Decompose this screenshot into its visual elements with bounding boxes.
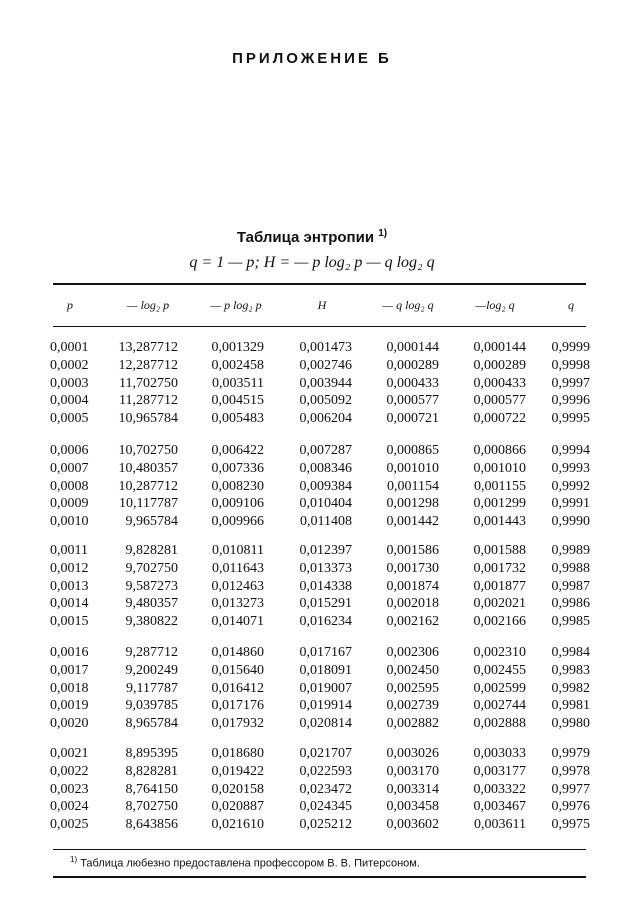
table-cell: 0,9989 [551,543,590,558]
table-cell: 0,025212 [299,817,352,833]
table-cell: 0,0020 [50,716,89,732]
table-cell: 0,000433 [473,375,526,391]
table-cell: 0,0022 [50,763,89,779]
table-cell: 0,016234 [299,614,352,630]
header-rule [53,326,586,327]
table-cell: 0,007336 [211,460,264,476]
table-cell: 0,002882 [386,716,439,732]
table-cell: 0,9977 [551,781,590,797]
table-cell: 9,702750 [125,560,178,576]
table-cell: 0,001010 [473,460,526,476]
table-cell: 8,643856 [125,817,178,833]
table-cell: 10,287712 [118,478,178,494]
table-cell: 0,014071 [211,614,264,630]
table-cell: 10,480357 [118,460,178,476]
table-cell: 0,003511 [212,375,264,391]
table-cell: 0,014338 [299,578,352,594]
table-cell: 9,117787 [126,680,178,696]
table-cell: 0,0019 [50,698,89,714]
footnote [70,855,420,870]
table-cell: 0,001299 [473,496,526,512]
table-cell: 9,039785 [125,698,178,714]
table-cell: 11,287712 [119,393,178,409]
table-cell: 0,0006 [50,443,89,458]
table-cell: 0,001874 [386,578,439,594]
footnote-mark: 1) [70,855,78,864]
table-cell: 0,0023 [50,781,89,797]
table-cell: 0,017167 [299,645,352,660]
table-cell: 8,965784 [125,716,178,732]
table-cell: 0,0014 [50,596,89,612]
table-cell: 0,008346 [299,460,352,476]
table-cell: 0,003322 [473,781,526,797]
table-cell: 0,001732 [473,560,526,576]
table-cell: 0,002166 [473,614,526,630]
table-cell: 0,001588 [473,543,526,558]
table-cell: 0,0016 [50,645,89,660]
table-cell: 0,020158 [211,781,264,797]
table-cell: 10,702750 [118,443,178,458]
table-cell: 0,0015 [50,614,89,630]
table-cell: 0,9991 [551,496,590,512]
table-cell: 0,012463 [211,578,264,594]
table-cell: 0,000144 [473,340,526,355]
table-cell: 0,011408 [300,514,352,530]
table-title-footnote-mark: 1) [378,228,388,239]
table-cell: 0,007287 [299,443,352,458]
table-cell: 0,017176 [211,698,264,714]
table-cell: 8,895395 [125,746,178,761]
table-cell: 0,0017 [50,662,89,678]
table-cell: 0,0003 [50,375,89,391]
table-cell: 12,287712 [118,357,178,373]
table-cell: 0,9992 [551,478,590,494]
table-cell: 0,9984 [551,645,590,660]
table-cell: 8,764150 [125,781,178,797]
table-cell: 0,9979 [551,746,590,761]
table-cell: 0,001155 [474,478,526,494]
table-cell: 0,0012 [50,560,89,576]
table-cell: 0,001730 [386,560,439,576]
table-cell: 0,002018 [386,596,439,612]
table-cell: 0,002595 [386,680,439,696]
table-cell: 0,001586 [386,543,439,558]
table-cell: 0,9986 [551,596,590,612]
table-cell: 0,003611 [474,817,526,833]
table-cell: 0,018091 [299,662,352,678]
table-cell: 0,001154 [387,478,439,494]
table-cell: 0,000721 [386,411,439,427]
table-cell: 0,002458 [211,357,264,373]
table-cell: 0,0005 [50,411,89,427]
table-cell: 0,021707 [299,746,352,761]
table-cell: 0,003033 [473,746,526,761]
top-rule [53,283,586,285]
table-cell: 0,0021 [50,746,89,761]
column-header: — q log₂ q [382,298,434,312]
column-header: p [67,298,73,312]
table-cell: 0,002746 [299,357,352,373]
table-cell: 9,200249 [125,662,178,678]
table-cell: 0,002739 [386,698,439,714]
table-cell: 0,003177 [473,763,526,779]
table-title-text: Таблица энтропии [236,229,375,246]
table-cell: 0,013273 [211,596,264,612]
table-title [0,228,624,246]
table-cell: 13,287712 [118,340,178,355]
table-cell: 0,9976 [551,799,590,815]
table-cell: 0,023472 [299,781,352,797]
table-cell: 0,9975 [551,817,590,833]
table-cell: 0,018680 [211,746,264,761]
table-cell: 0,0010 [50,514,89,530]
table-cell: 0,000866 [473,443,526,458]
table-cell: 9,380822 [125,614,178,630]
table-cell: 0,9999 [551,340,590,355]
table-cell: 0,002599 [473,680,526,696]
table-cell: 0,017932 [211,716,264,732]
table-cell: 0,000577 [473,393,526,409]
table-cell: 0,9993 [551,460,590,476]
appendix-heading: ПРИЛОЖЕНИЕ Б [232,50,392,67]
table-cell: 0,9980 [551,716,590,732]
table-cell: 0,009106 [211,496,264,512]
table-cell: 8,702750 [125,799,178,815]
entropy-formula: q = 1 — p; H = — p log₂ p — q log₂ q [189,254,435,271]
table-cell: 9,965784 [125,514,178,530]
table-cell: 0,009966 [211,514,264,530]
table-cell: 0,022593 [299,763,352,779]
table-cell: 0,013373 [299,560,352,576]
page-bottom-rule [53,876,586,878]
table-cell: 0,9988 [551,560,590,576]
table-cell: 0,002888 [473,716,526,732]
table-cell: 9,828281 [125,543,178,558]
table-cell: 0,021610 [211,817,264,833]
table-cell: 0,016412 [211,680,264,696]
table-cell: 0,011643 [212,560,264,576]
table-cell: 0,002306 [386,645,439,660]
table-cell: 0,0024 [50,799,89,815]
table-cell: 0,9997 [551,375,590,391]
table-cell: 0,006204 [299,411,352,427]
table-cell: 0,000144 [386,340,439,355]
table-cell: 0,003170 [386,763,439,779]
table-cell: 0,024345 [299,799,352,815]
table-cell: 0,9996 [551,393,590,409]
table-cell: 0,010811 [212,543,264,558]
table-cell: 0,012397 [299,543,352,558]
table-cell: 0,003314 [386,781,439,797]
table-cell: 0,002021 [473,596,526,612]
table-cell: 0,015640 [211,662,264,678]
table-cell: 0,9983 [551,662,590,678]
table-cell: 0,9982 [551,680,590,696]
table-cell: 0,001877 [473,578,526,594]
table-cell: 11,702750 [119,375,178,391]
table-cell: 0,000433 [386,375,439,391]
column-header: H [317,298,327,312]
table-cell: 0,0011 [50,543,88,558]
table-cell: 0,000289 [473,357,526,373]
table-cell: 0,002455 [473,662,526,678]
bottom-rule [53,849,586,850]
table-cell: 0,006422 [211,443,264,458]
table-cell: 10,117787 [119,496,178,512]
table-cell: 9,587273 [125,578,178,594]
table-cell: 0,001443 [473,514,526,530]
table-cell: 0,9987 [551,578,590,594]
table-cell: 0,9990 [551,514,590,530]
table-cell: 0,001329 [211,340,264,355]
column-header: q [568,298,574,312]
table-cell: 0,000289 [386,357,439,373]
table-cell: 0,000577 [386,393,439,409]
table-cell: 0,9978 [551,763,590,779]
table-cell: 0,005483 [211,411,264,427]
table-cell: 0,010404 [299,496,352,512]
column-header: —log₂ q [475,298,515,312]
table-cell: 0,0018 [50,680,89,696]
table-cell: 0,003602 [386,817,439,833]
table-cell: 10,965784 [118,411,178,427]
table-cell: 0,001442 [386,514,439,530]
table-cell: 0,004515 [211,393,264,409]
table-cell: 0,009384 [299,478,352,494]
table-cell: 0,000865 [386,443,439,458]
table-cell: 0,9981 [551,698,590,714]
table-cell: 0,003467 [473,799,526,815]
table-cell: 0,0025 [50,817,89,833]
table-cell: 0,0013 [50,578,89,594]
table-cell: 0,015291 [299,596,352,612]
table-cell: 0,001010 [386,460,439,476]
table-cell: 0,005092 [299,393,352,409]
table-cell: 0,019422 [211,763,264,779]
table-cell: 0,000722 [473,411,526,427]
table-cell: 0,002310 [473,645,526,660]
table-cell: 0,9994 [551,443,590,458]
column-header: — p log₂ p [210,298,262,312]
table-cell: 0,0009 [50,496,89,512]
table-cell: 0,002162 [386,614,439,630]
table-cell: 8,828281 [125,763,178,779]
column-header: — log₂ p [126,298,170,312]
table-cell: 0,003026 [386,746,439,761]
table-cell: 0,020887 [211,799,264,815]
table-cell: 0,0004 [50,393,89,409]
table-cell: 0,0001 [50,340,89,355]
table-cell: 0,019007 [299,680,352,696]
table-cell: 0,001298 [386,496,439,512]
table-cell: 0,0008 [50,478,89,494]
table-cell: 0,9998 [551,357,590,373]
table-cell: 0,014860 [211,645,264,660]
footnote-text: Таблица любезно предоставлена профессором В. В. Питерсоном. [80,857,420,870]
table-cell: 9,480357 [125,596,178,612]
table-cell: 0,002744 [473,698,526,714]
table-cell: 0,003944 [299,375,352,391]
table-cell: 0,003458 [386,799,439,815]
table-cell: 0,020814 [299,716,352,732]
table-cell: 0,9985 [551,614,590,630]
table-cell: 0,019914 [299,698,352,714]
table-cell: 0,0002 [50,357,89,373]
table-cell: 0,001473 [299,340,352,355]
table-cell: 0,0007 [50,460,89,476]
table-cell: 0,002450 [386,662,439,678]
table-cell: 9,287712 [125,645,178,660]
table-cell: 0,008230 [211,478,264,494]
table-cell: 0,9995 [551,411,590,427]
